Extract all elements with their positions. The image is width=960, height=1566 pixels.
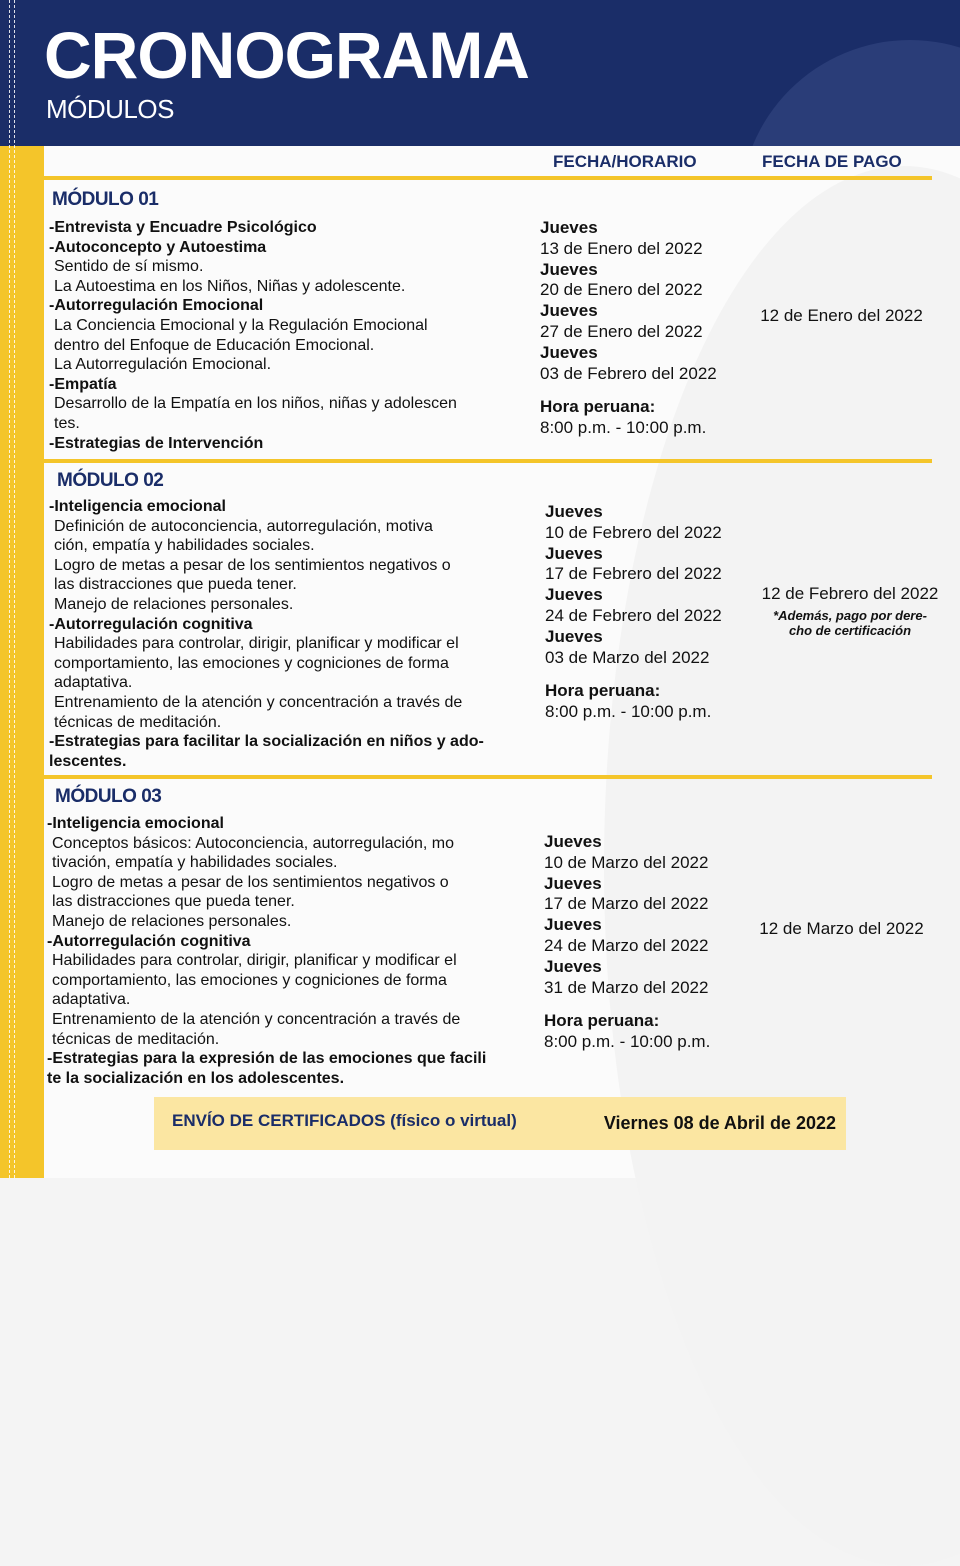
payment-cell	[745, 919, 938, 939]
session-day: Jueves	[544, 832, 602, 851]
topic-line: Manejo de relaciones personales.	[54, 595, 294, 613]
session-time: 8:00 p.m. - 10:00 p.m.	[540, 418, 707, 438]
payment-cell	[745, 306, 938, 326]
topic-line: Entrenamiento de la atención y concentración a través de	[52, 1010, 461, 1028]
module-title: MÓDULO 03	[55, 786, 162, 807]
session-day: Jueves	[540, 301, 598, 321]
page-title: CRONOGRAMA	[44, 18, 529, 92]
session-date: 31 de Marzo del 2022	[544, 977, 709, 997]
module-topics	[49, 218, 534, 453]
topic-line: lescentes.	[49, 752, 127, 770]
session-date: 24 de Marzo del 2022	[544, 935, 709, 955]
session-date: 27 de Enero del 2022	[540, 321, 703, 341]
session-date: 20 de Enero del 2022	[540, 280, 703, 300]
topic-line: La Autorregulación Emocional.	[54, 356, 272, 374]
topic-line: Desarrollo de la Empatía en los niños, niñas y adolescen	[54, 395, 457, 413]
dashed-guide-line	[9, 0, 10, 1178]
topic-line: -Autoconcepto y Autoestima	[49, 238, 267, 256]
topic-line: Logro de metas a pesar de los sentimientos negativos o	[52, 873, 449, 891]
topic-line: Logro de metas a pesar de los sentimientos negativos o	[54, 556, 451, 574]
topic-line: Habilidades para controlar, dirigir, planificar y modificar el	[54, 635, 459, 653]
certificate-label: ENVÍO DE CERTIFICADOS (físico o virtual)	[172, 1111, 517, 1130]
topic-line: -Entrevista y Encuadre Psicológico	[49, 219, 317, 236]
page-subtitle: MÓDULOS	[46, 94, 174, 124]
session-date: 03 de Febrero del 2022	[540, 363, 717, 383]
session-date: 17 de Marzo del 2022	[544, 894, 709, 914]
topic-line: dentro del Enfoque de Educación Emocional.	[54, 336, 375, 354]
topic-line: -Estrategias para la expresión de las emociones que facili	[47, 1050, 487, 1068]
topic-line: técnicas de meditación.	[52, 1030, 220, 1048]
module-schedule	[545, 502, 722, 723]
module-schedule	[544, 832, 710, 1053]
topic-line: Entrenamiento de la atención y concentración a través de	[54, 693, 463, 711]
session-date: 24 de Febrero del 2022	[545, 605, 722, 625]
session-day: Jueves	[544, 956, 602, 976]
session-time: 8:00 p.m. - 10:00 p.m.	[545, 702, 712, 722]
topic-line: -Estrategias de Intervención	[49, 434, 264, 452]
topic-line: adaptativa.	[52, 991, 131, 1009]
divider-line	[44, 775, 932, 779]
topic-line: técnicas de meditación.	[54, 713, 222, 731]
topic-line: Manejo de relaciones personales.	[52, 912, 292, 930]
session-day: Jueves	[545, 543, 603, 563]
session-date: 10 de Marzo del 2022	[544, 852, 709, 872]
topic-line: tes.	[54, 414, 80, 432]
topic-line: La Autoestima en los Niños, Niñas y adolescente.	[54, 277, 406, 295]
topic-line: te la socialización en los adolescentes.	[47, 1069, 345, 1087]
topic-line: Definición de autoconciencia, autorregulación, motiva	[54, 517, 433, 535]
session-date: 17 de Febrero del 2022	[545, 564, 722, 584]
time-label: Hora peruana:	[544, 1011, 660, 1031]
session-day: Jueves	[540, 259, 598, 279]
divider-line	[44, 176, 932, 180]
payment-date: 12 de Febrero del 2022	[761, 584, 939, 603]
session-day: Jueves	[544, 873, 602, 893]
topic-line: -Empatía	[49, 375, 117, 393]
payment-note: *Además, pago por dere- cho de certificación	[773, 608, 927, 638]
session-day: Jueves	[545, 502, 603, 521]
topic-line: -Inteligencia emocional	[47, 815, 224, 832]
module-schedule	[540, 218, 717, 439]
module-title: MÓDULO 01	[52, 189, 159, 210]
column-header-payment: FECHA DE PAGO	[762, 152, 902, 171]
topic-line: -Autorregulación Emocional	[49, 297, 264, 315]
payment-date: 12 de Enero del 2022	[760, 306, 923, 325]
payment-cell	[752, 584, 948, 638]
topic-line: -Autorregulación cognitiva	[49, 615, 253, 633]
payment-date: 12 de Marzo del 2022	[759, 919, 924, 938]
topic-line: La Conciencia Emocional y la Regulación Emocional	[54, 316, 428, 334]
topic-line: ción, empatía y habilidades sociales.	[54, 537, 315, 555]
header-decorative-arc	[740, 40, 960, 146]
topic-line: comportamiento, las emociones y cogniciones de forma	[54, 654, 449, 672]
session-date: 13 de Enero del 2022	[540, 238, 703, 258]
session-day: Jueves	[545, 626, 603, 646]
topic-line: Conceptos básicos: Autoconciencia, autorregulación, mo	[52, 834, 455, 852]
module-title: MÓDULO 02	[57, 470, 164, 491]
topic-line: -Inteligencia emocional	[49, 498, 226, 515]
topic-line: Sentido de sí mismo.	[54, 258, 204, 276]
column-header-schedule: FECHA/HORARIO	[553, 152, 697, 171]
session-time: 8:00 p.m. - 10:00 p.m.	[544, 1032, 711, 1052]
session-day: Jueves	[545, 585, 603, 605]
module-topics	[47, 814, 532, 1088]
session-day: Jueves	[540, 218, 598, 237]
topic-line: Habilidades para controlar, dirigir, planificar y modificar el	[52, 952, 457, 970]
time-label: Hora peruana:	[540, 397, 656, 417]
module-topics	[49, 497, 534, 771]
session-date: 10 de Febrero del 2022	[545, 522, 722, 542]
certificate-banner	[154, 1097, 846, 1150]
dashed-guide-line	[14, 0, 15, 1178]
topic-line: las distracciones que pueda tener.	[54, 576, 297, 594]
session-day: Jueves	[544, 915, 602, 935]
topic-line: tivación, empatía y habilidades sociales.	[52, 854, 338, 872]
topic-line: -Autorregulación cognitiva	[47, 932, 251, 950]
topic-line: las distracciones que pueda tener.	[52, 893, 295, 911]
time-label: Hora peruana:	[545, 681, 661, 701]
session-day: Jueves	[540, 342, 598, 362]
certificate-date: Viernes 08 de Abril de 2022	[603, 1113, 836, 1133]
topic-line: -Estrategias para facilitar la socialización en niños y ado-	[49, 733, 484, 751]
divider-line	[44, 459, 932, 463]
topic-line: comportamiento, las emociones y cogniciones de forma	[52, 971, 447, 989]
session-date: 03 de Marzo del 2022	[545, 647, 710, 667]
yellow-side-strip	[0, 146, 44, 1178]
topic-line: adaptativa.	[54, 674, 133, 692]
